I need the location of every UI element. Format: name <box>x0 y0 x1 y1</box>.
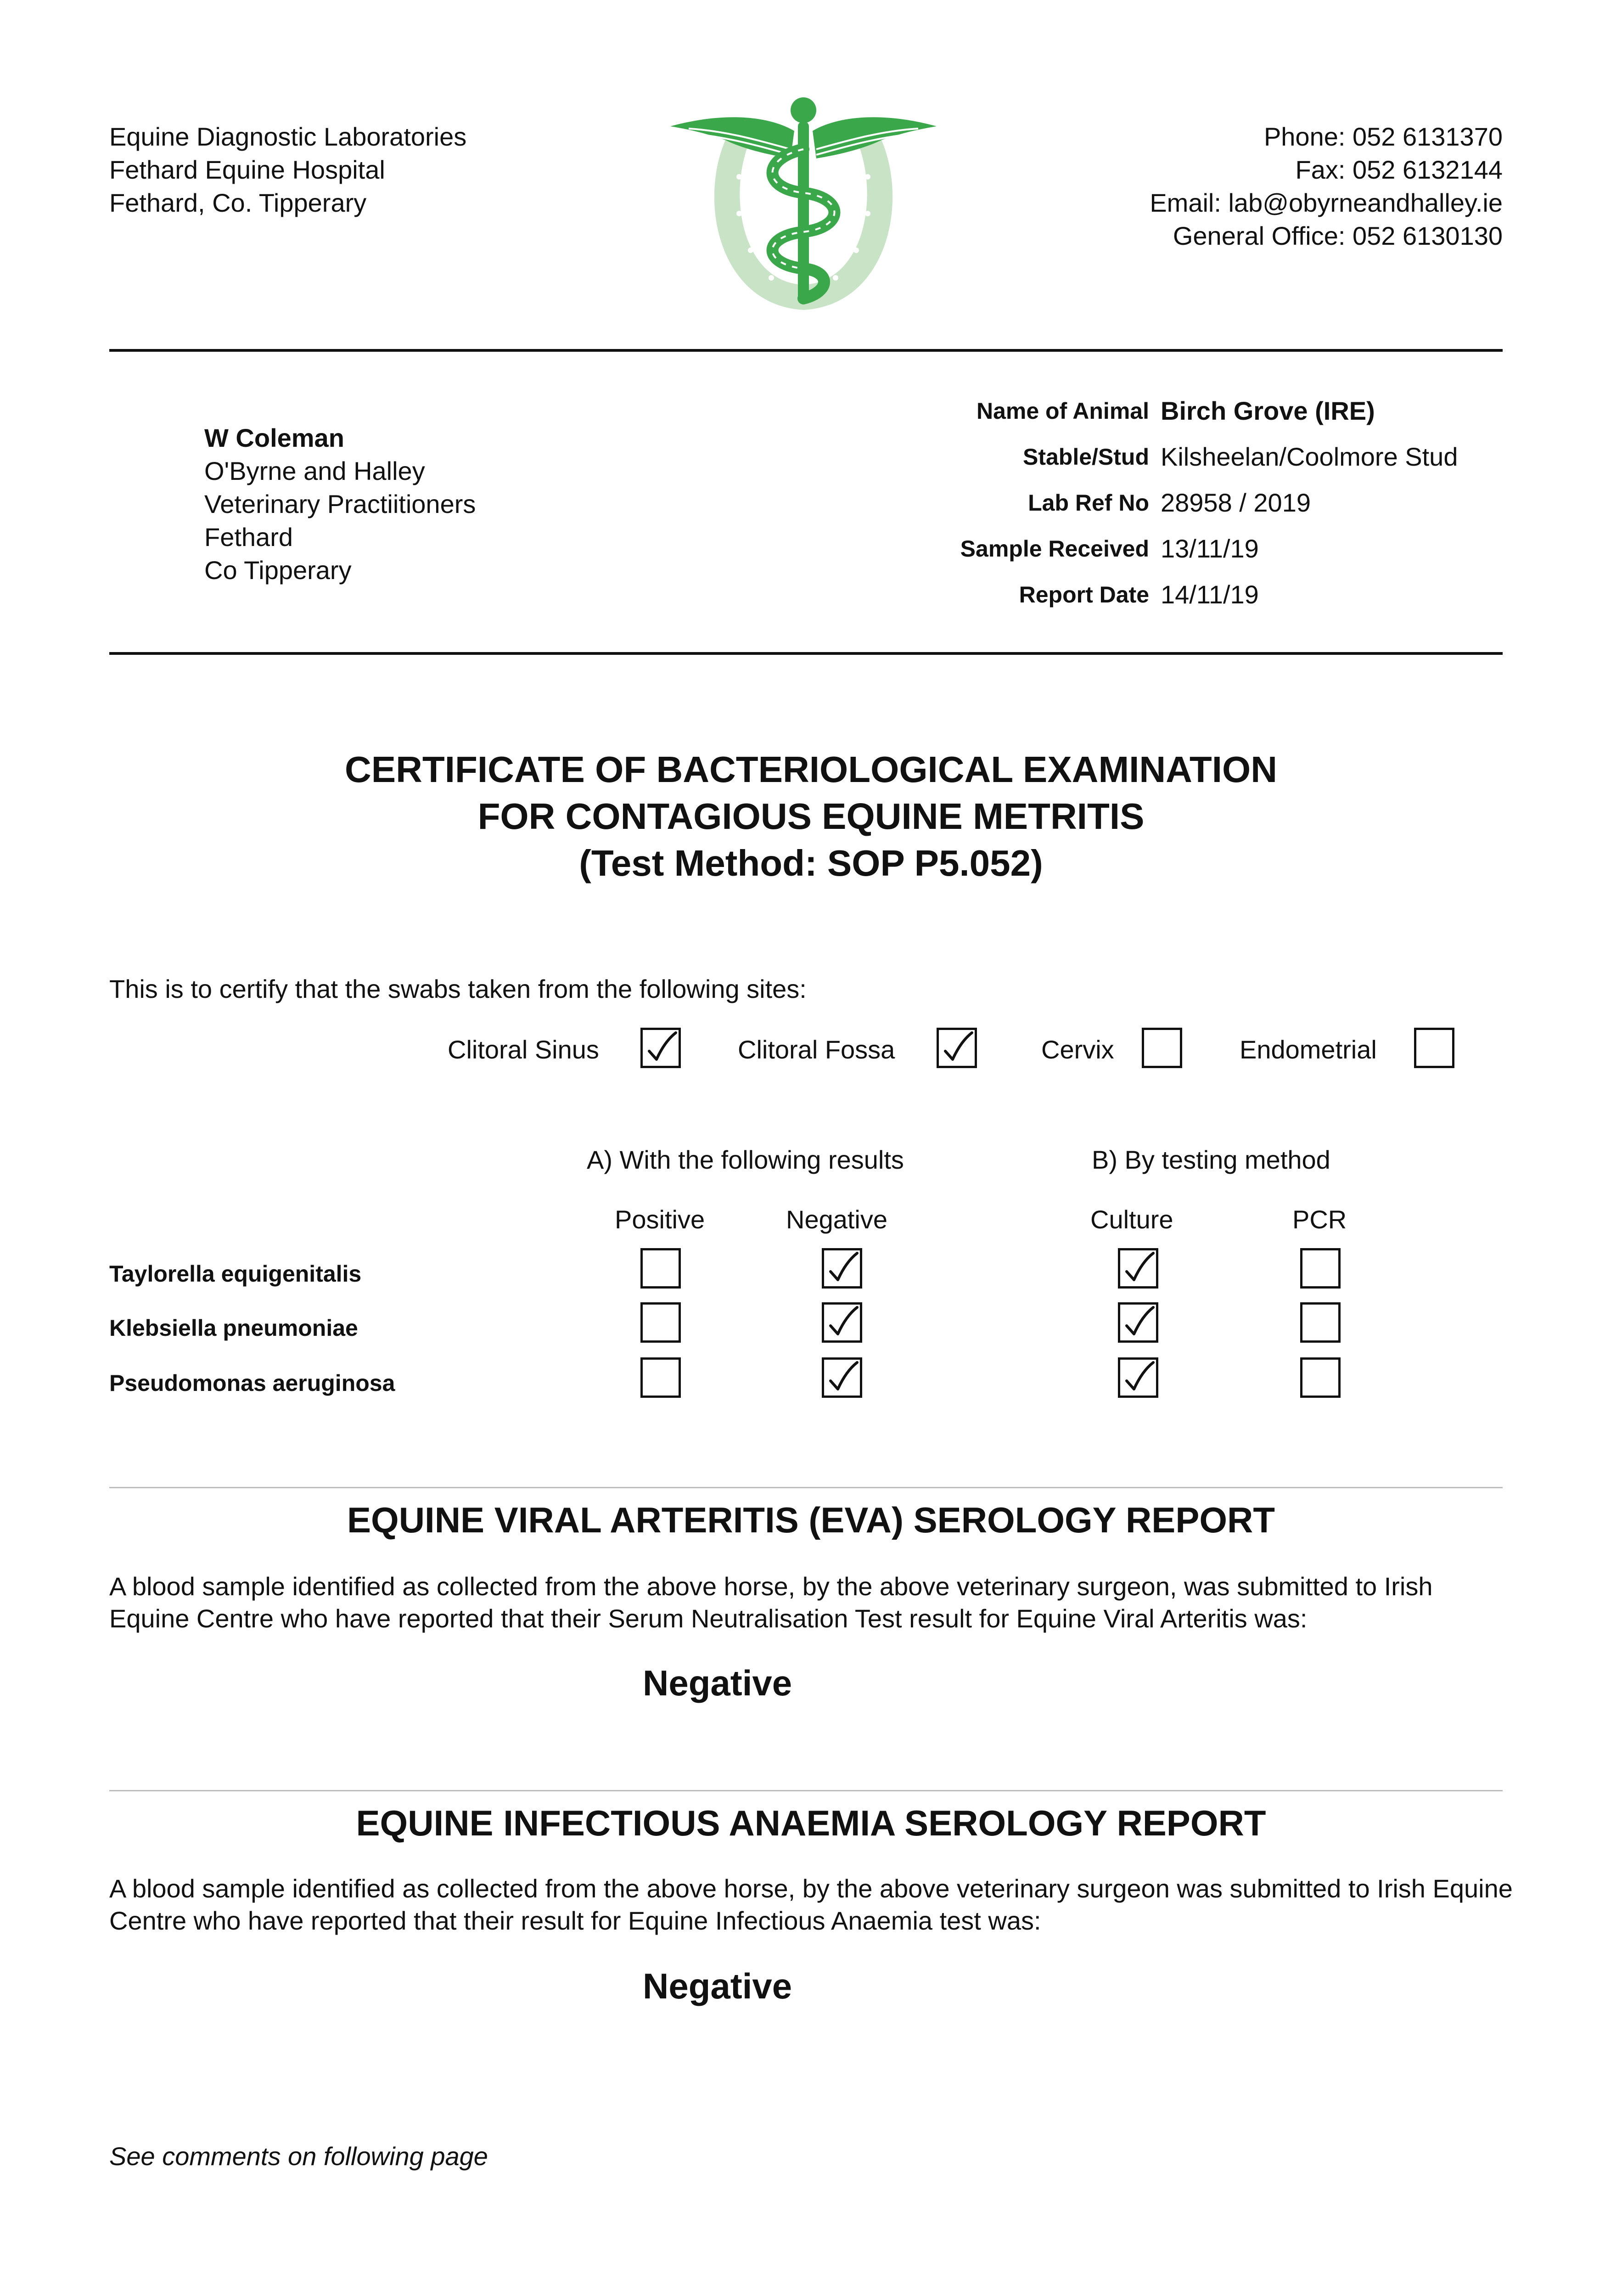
check-mark-icon <box>645 1031 679 1067</box>
recipient-line: O'Byrne and Halley <box>204 456 425 485</box>
animal-value: Birch Grove (IRE) <box>1161 396 1375 425</box>
labref-value: 28958 / 2019 <box>1161 488 1311 517</box>
eva-text: A blood sample identified as collected from the above horse, by the above veterinary surgeon, was submitted to Irish Equine Centre who have reported that their Serum Neutralisation Test result for Equine Viral Arteritis was: <box>109 1572 1433 1633</box>
method-heading: B) By testing method <box>1092 1145 1330 1174</box>
check-mark-icon <box>942 1031 975 1067</box>
report-date-label: Report Date <box>1019 582 1149 608</box>
site-checkbox-clitoral-sinus[interactable] <box>640 1028 681 1068</box>
address-line: Equine Diagnostic Laboratories <box>109 122 467 151</box>
details-values <box>1161 388 1458 618</box>
recipient-line: Co Tipperary <box>204 556 352 585</box>
organism-label: Taylorella equigenitalis <box>109 1261 362 1287</box>
address-line: Fethard Equine Hospital <box>109 155 385 184</box>
details-labels <box>960 388 1149 618</box>
organism-label: Klebsiella pneumoniae <box>109 1315 358 1341</box>
header-divider <box>109 349 1503 352</box>
check-mark-icon <box>1123 1251 1156 1287</box>
site-label-cervix: Cervix <box>1041 1035 1114 1064</box>
details-divider <box>109 652 1503 655</box>
checkbox-positive[interactable] <box>640 1302 681 1343</box>
email: Email: lab@obyrneandhalley.ie <box>1150 188 1503 217</box>
results-heading: A) With the following results <box>587 1145 904 1174</box>
checkbox-negative[interactable] <box>822 1302 862 1343</box>
site-label-endometrial: Endometrial <box>1240 1035 1377 1064</box>
site-label-clitoral-sinus: Clitoral Sinus <box>448 1035 599 1064</box>
checkbox-pcr[interactable] <box>1300 1302 1341 1343</box>
checkbox-pcr[interactable] <box>1300 1357 1341 1398</box>
organism-label: Pseudomonas aeruginosa <box>109 1370 395 1396</box>
report-date-value: 14/11/19 <box>1161 580 1259 609</box>
checkbox-culture[interactable] <box>1118 1302 1158 1343</box>
certificate-intro: This is to certify that the swabs taken from the following sites: <box>109 974 807 1003</box>
certificate-title-line: FOR CONTAGIOUS EQUINE METRITIS <box>477 796 1145 837</box>
eia-text: A blood sample identified as collected from the above horse, by the above veterinary surgeon was submitted to Irish Equine Centre who have reported that their result for Equine Infectious Anaemia test was: <box>109 1874 1513 1935</box>
column-pcr: PCR <box>1292 1205 1347 1234</box>
site-checkbox-cervix[interactable] <box>1142 1028 1182 1068</box>
check-mark-icon <box>827 1306 860 1341</box>
column-positive: Positive <box>615 1205 705 1234</box>
address-line: Fethard, Co. Tipperary <box>109 188 367 217</box>
site-checkbox-endometrial[interactable] <box>1414 1028 1454 1068</box>
lab-address <box>109 120 466 219</box>
check-mark-icon <box>1123 1361 1156 1396</box>
stud-label: Stable/Stud <box>1022 444 1149 470</box>
certificate-title-line: CERTIFICATE OF BACTERIOLOGICAL EXAMINATION <box>344 749 1278 790</box>
site-label-clitoral-fossa: Clitoral Fossa <box>738 1035 895 1064</box>
check-mark-icon <box>1123 1306 1156 1341</box>
site-checkbox-clitoral-fossa[interactable] <box>937 1028 977 1068</box>
recipient-line: Veterinary Practiitioners <box>204 490 476 518</box>
received-value: 13/11/19 <box>1161 534 1259 563</box>
eia-divider <box>109 1790 1503 1791</box>
checkbox-culture[interactable] <box>1118 1248 1158 1289</box>
general-office: General Office: 052 6130130 <box>1173 221 1503 250</box>
column-negative: Negative <box>786 1205 888 1234</box>
certificate-title <box>0 746 1622 887</box>
eia-title: EQUINE INFECTIOUS ANAEMIA SEROLOGY REPORT <box>356 1803 1266 1843</box>
check-mark-icon <box>827 1251 860 1287</box>
checkbox-negative[interactable] <box>822 1248 862 1289</box>
eva-title: EQUINE VIRAL ARTERITIS (EVA) SEROLOGY REPORT <box>347 1500 1275 1540</box>
checkbox-positive[interactable] <box>640 1357 681 1398</box>
recipient-block <box>204 422 476 587</box>
eva-divider <box>109 1487 1503 1488</box>
caduceus-horseshoe-icon <box>670 90 937 319</box>
eia-result: Negative <box>643 1966 792 2006</box>
phone: Phone: 052 6131370 <box>1263 122 1503 151</box>
recipient-name: W Coleman <box>204 423 344 452</box>
recipient-line: Fethard <box>204 523 293 551</box>
certificate-title-line: (Test Method: SOP P5.052) <box>579 843 1043 884</box>
checkbox-positive[interactable] <box>640 1248 681 1289</box>
check-mark-icon <box>827 1361 860 1396</box>
checkbox-negative[interactable] <box>822 1357 862 1398</box>
fax: Fax: 052 6132144 <box>1295 155 1503 184</box>
checkbox-culture[interactable] <box>1118 1357 1158 1398</box>
received-label: Sample Received <box>960 536 1149 562</box>
labref-label: Lab Ref No <box>1028 490 1149 516</box>
eva-result: Negative <box>643 1663 792 1703</box>
stud-value: Kilsheelan/Coolmore Stud <box>1161 442 1458 471</box>
footer-note: See comments on following page <box>109 2142 488 2171</box>
animal-label: Name of Animal <box>976 398 1149 424</box>
lab-contact <box>1150 120 1503 253</box>
checkbox-pcr[interactable] <box>1300 1248 1341 1289</box>
column-culture: Culture <box>1090 1205 1173 1234</box>
